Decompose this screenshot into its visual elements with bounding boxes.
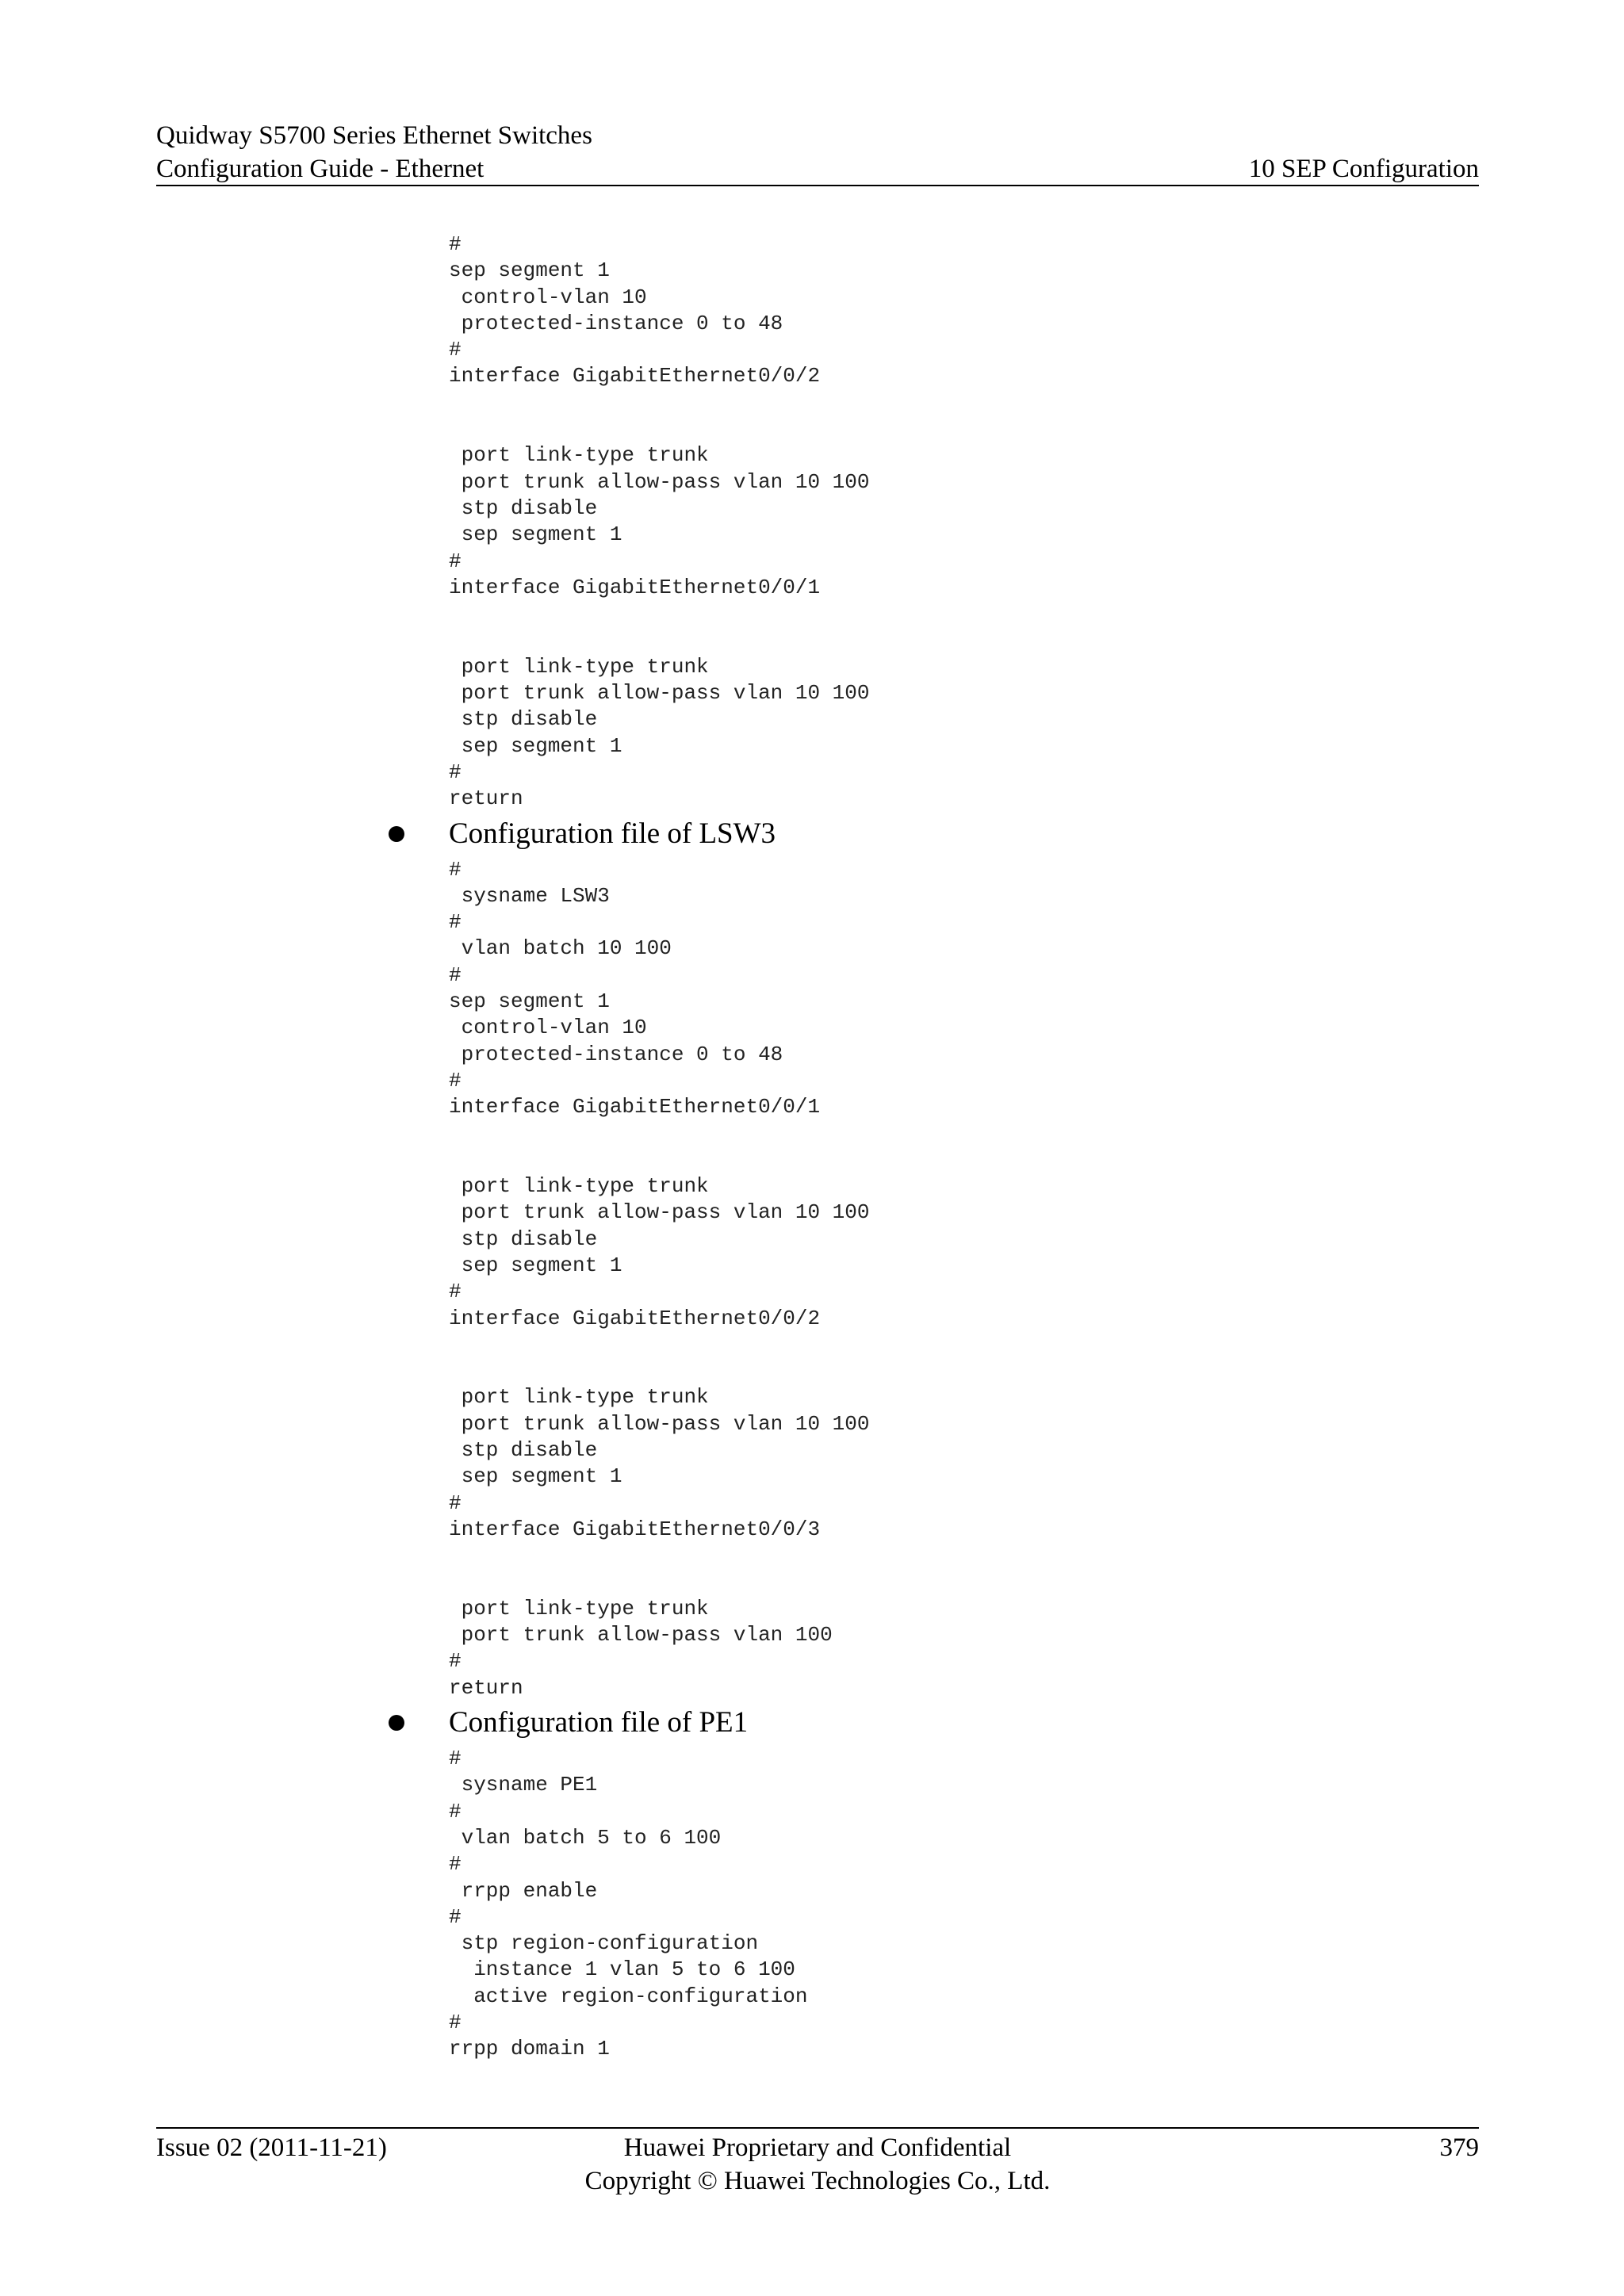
footer-proprietary: Huawei Proprietary and Confidential (623, 2133, 1012, 2162)
header-divider (156, 185, 1479, 186)
page-content (0, 232, 1624, 2063)
header-guide-title: Configuration Guide - Ethernet (156, 155, 485, 183)
code-block-lsw2-continued: # sep segment 1 control-vlan 10 protected-instance 0 to 48 # interface GigabitEthernet0/0/2 port link-type trunk port trunk allow-pass vlan 10 100 stp disable sep segment 1 # interface GigabitEthernet0/0/1 port link-type trunk port trunk allow-pass vlan 10 100 stp disable sep segment 1 # return (449, 232, 870, 811)
footer-divider (156, 2127, 1479, 2129)
bullet-label: Configuration file of LSW3 (449, 817, 776, 850)
code-block-pe1: # sysname PE1 # vlan batch 5 to 6 100 # rrpp enable # stp region-configuration instance 1 vlan 5 to 6 100 active region-configuration # rrpp domain 1 (449, 1747, 808, 2061)
bullet-label: Configuration file of PE1 (449, 1706, 749, 1739)
bullet-dot-icon (389, 826, 404, 842)
bullet-item-pe1 (449, 1705, 1624, 1741)
footer-copyright-block (156, 2131, 1479, 2198)
page-header (156, 119, 1479, 186)
code-block-lsw3: # sysname LSW3 # vlan batch 10 100 # sep segment 1 control-vlan 10 protected-instance 0 to 48 # interface GigabitEthernet0/0/1 port link-type trunk port trunk allow-pass vlan 10 100 stp disable sep segment 1 # interface GigabitEthernet0/0/2 port link-type trunk port trunk allow-pass vlan 10 100 stp disable sep segment 1 # interface GigabitEthernet0/0/3 port link-type trunk port trunk allow-pass vlan 100 # return (449, 857, 870, 1700)
bullet-item-lsw3 (449, 816, 1624, 852)
footer-copyright: Copyright © Huawei Technologies Co., Ltd. (584, 2167, 1051, 2195)
header-product-title: Quidway S5700 Series Ethernet Switches (156, 121, 592, 150)
bullet-dot-icon (389, 1715, 404, 1731)
header-chapter-title: 10 SEP Configuration (1248, 155, 1479, 183)
footer-issue: Issue 02 (2011-11-21) (156, 2133, 387, 2162)
footer-page-number: 379 (1439, 2133, 1479, 2162)
